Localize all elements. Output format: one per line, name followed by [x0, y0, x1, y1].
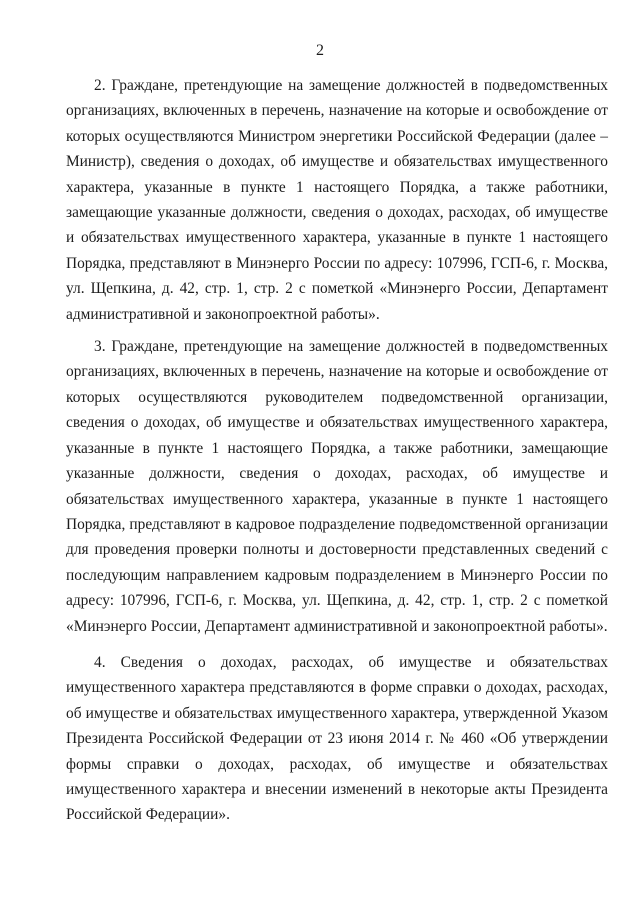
page-number: 2	[316, 42, 324, 59]
paragraph-2: 2. Граждане, претендующие на замещение должностей в подведомственных организациях, включенных в перечень, назначение на которые и освобождение от которых осуществляются Министром энергетики Российской Федерации (далее – Министр), сведения о доходах, об имуществе и обязательствах имущественного характера, указанные в пункте 1 настоящего Порядка, а также работники, замещающие указанные должности, сведения о доходах, расходах, об имуществе и обязательствах имущественного характера, указанные в пункте 1 настоящего Порядка, представляют в Минэнерго России по адресу: 107996, ГСП-6, г. Москва, ул. Щепкина, д. 42, стр. 1, стр. 2 с пометкой «Минэнерго России, Департамент административной и законопроектной работы».	[66, 77, 608, 323]
document-body	[66, 73, 608, 828]
paragraph-3: 3. Граждане, претендующие на замещение должностей в подведомственных организациях, включенных в перечень, назначение на которые и освобождение от которых осуществляются руководителем подведомственной организации, сведения о доходах, об имуществе и обязательствах имущественного характера, указанные в пункте 1 настоящего Порядка, а также работники, замещающие указанные должности, сведения о доходах, расходах, об имуществе и обязательствах имущественного характера, указанные в пункте 1 настоящего Порядка, представляют в кадровое подразделение подведомственной организации для проведения проверки полноты и достоверности представленных сведений с последующим направлением кадровым подразделением в Минэнерго России по адресу: 107996, ГСП-6, г. Москва, ул. Щепкина, д. 42, стр. 1, стр. 2 с пометкой «Минэнерго России, Департамент административной и законопроектной работы».	[66, 338, 608, 635]
paragraph-4: 4. Сведения о доходах, расходах, об имуществе и обязательствах имущественного характера представляются в форме справки о доходах, расходах, об имуществе и обязательствах имущественного характера, утвержденной Указом Президента Российской Федерации от 23 июня 2014 г. № 460 «Об утверждении формы справки о доходах, расходах, об имуществе и обязательствах имущественного характера и внесении изменений в некоторые акты Президента Российской Федерации».	[66, 653, 608, 824]
